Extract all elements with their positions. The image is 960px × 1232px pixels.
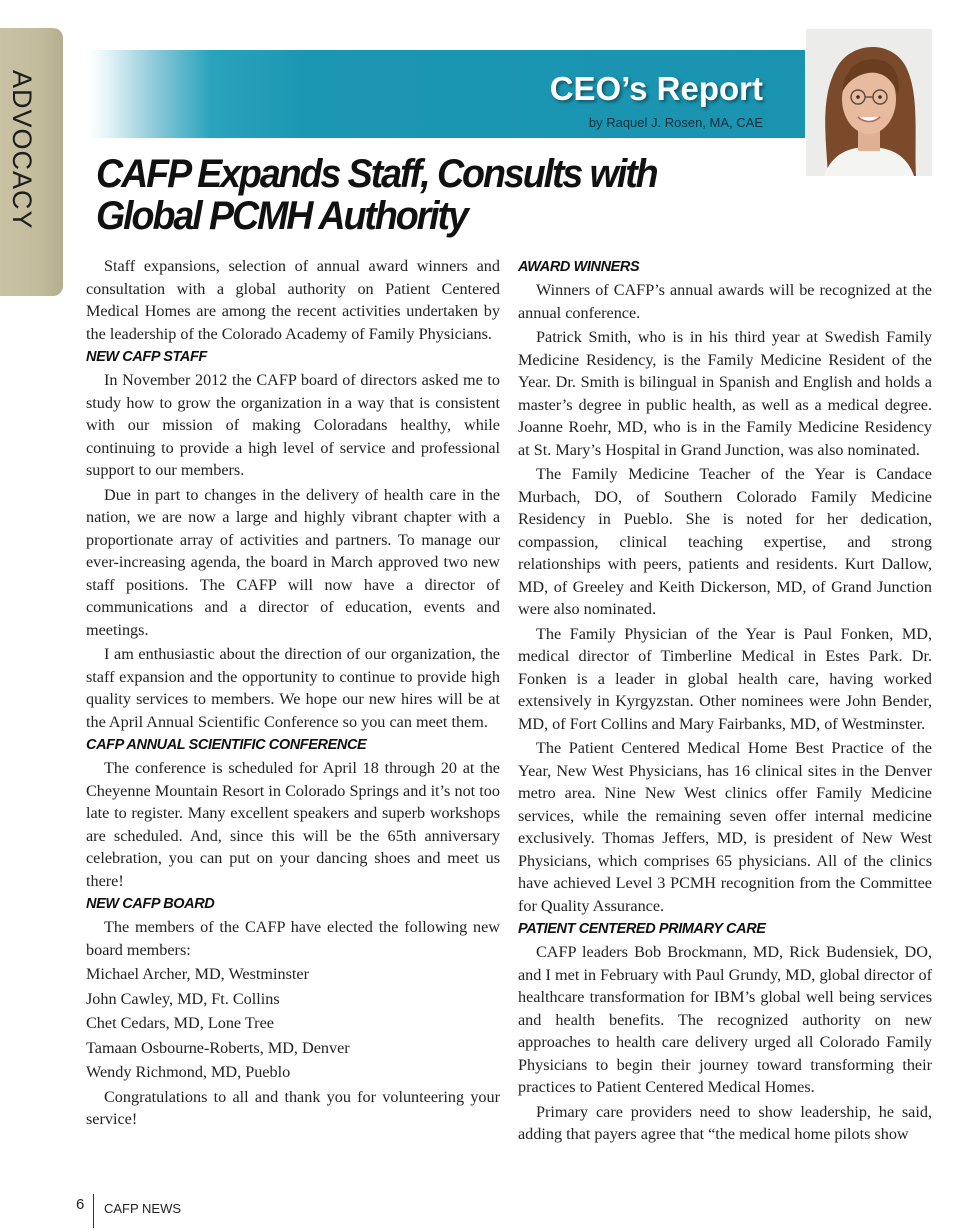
section-heading-new-staff: NEW CAFP STAFF: [86, 349, 207, 365]
board-member: Michael Archer, MD, Westminster: [86, 965, 309, 983]
paragraph: CAFP leaders Bob Brockmann, MD, Rick Budensiek, DO, and I met in February with Paul Grundy, MD, global director of healthcare transformation for IBM’s global well being services and health benefits. The recognized authority on new approaches to health care delivery urged all Colorado Family Physicians to begin their journey toward transforming their practices to Patient Centered Medical Homes.: [518, 943, 932, 1096]
section-tab: [0, 28, 63, 296]
paragraph: Patrick Smith, who is in his third year at Swedish Family Medicine Residency, is the Family Medicine Resident of the Year. Dr. Smith is bilingual in Spanish and English and holds a master’s degree in public health, as well as a medical degree. Joanne Roehr, MD, who is in the Family Medicine Residency at St. Mary’s Hospital in Grand Junction, was also nominated.: [518, 328, 932, 459]
section-tab-label: ADVOCACY: [7, 70, 37, 230]
intro-paragraph: Staff expansions, selection of annual award winners and consultation with a global authority on Patient Centered Medical Homes are among the recent activities undertaken by the leadership of the Colorado Academy of Family Physicians.: [86, 257, 500, 343]
section-heading-conference: CAFP ANNUAL SCIENTIFIC CONFERENCE: [86, 737, 367, 753]
ceo-report-banner: [89, 50, 805, 138]
paragraph: The Patient Centered Medical Home Best Practice of the Year, New West Physicians, has 16 clinical sites in the Denver metro area. Nine New West clinics offer Family Medicine services, while the remaining seven offer internal medicine exclusively. Thomas Jeffers, MD, is president of New West Physicians, which comprises 65 physicians. All of the clinics have achieved Level 3 PCMH recognition from the Committee for Quality Assurance.: [518, 739, 932, 915]
section-heading-pcmh: PATIENT CENTERED PRIMARY CARE: [518, 921, 766, 937]
paragraph: The Family Physician of the Year is Paul Fonken, MD, medical director of Timberline Medical in Estes Park. Dr. Fonken is a leader in global health care, having worked extensively in Kyrgyzstan. Other nominees were John Bender, MD, of Fort Collins and Mary Fairbanks, MD, of Westminster.: [518, 624, 932, 733]
article-headline: CAFP Expands Staff, Consults with Global PCMH Authority: [96, 152, 657, 238]
board-member: Tamaan Osbourne-Roberts, MD, Denver: [86, 1038, 350, 1057]
author-photo: [806, 29, 932, 176]
right-column: [518, 255, 932, 1148]
board-member: Chet Cedars, MD, Lone Tree: [86, 1014, 274, 1032]
paragraph: Primary care providers need to show leadership, he said, adding that payers agree that “the medical home pilots show: [518, 1102, 932, 1143]
left-column: [86, 255, 500, 1133]
board-member: John Cawley, MD, Ft. Collins: [86, 989, 280, 1008]
paragraph: Congratulations to all and thank you for volunteering your service!: [86, 1087, 500, 1128]
paragraph: The Family Medicine Teacher of the Year is Candace Murbach, DO, of Southern Colorado Family Medicine Residency in Pueblo. She is noted for her dedication, compassion, clinical teaching expertise, and strong relationships with peers, patients and residents. Kurt Dallow, MD, of Greeley and Keith Dickerson, MD, of Grand Junction were also nominated.: [518, 465, 932, 618]
paragraph: The members of the CAFP have elected the following new board members:: [86, 918, 500, 959]
footer-divider: [93, 1194, 94, 1228]
paragraph: In November 2012 the CAFP board of directors asked me to study how to grow the organization in a way that is consistent with our mission of making Coloradans healthy, while continuing to provide a high level of service and professional support to our members.: [86, 371, 500, 479]
paragraph: I am enthusiastic about the direction of our organization, the staff expansion and the opportunity to continue to provide high quality services to members. We hope our new hires will be at the April Annual Scientific Conference so you can meet them.: [86, 645, 500, 731]
publication-name: CAFP NEWS: [104, 1201, 182, 1216]
paragraph: Due in part to changes in the delivery of health care in the nation, we are now a large and highly vibrant chapter with a proportionate array of activities and partners. To manage our ever-increasing agenda, the board in March approved two new staff positions. The CAFP will now have a director of communications and a director of education, events and meetings.: [86, 485, 500, 639]
banner-byline: by Raquel J. Rosen, MA, CAE: [588, 115, 763, 130]
banner-title: CEO’s Report: [549, 70, 763, 107]
section-heading-award-winners: AWARD WINNERS: [518, 259, 640, 275]
section-heading-new-board: NEW CAFP BOARD: [86, 896, 215, 912]
board-member: Wendy Richmond, MD, Pueblo: [86, 1063, 291, 1081]
page-number: 6: [76, 1196, 85, 1213]
paragraph: Winners of CAFP’s annual awards will be recognized at the annual conference.: [518, 281, 932, 322]
paragraph: The conference is scheduled for April 18 through 20 at the Cheyenne Mountain Resort in Colorado Springs and it’s not too late to register. Many excellent speakers and superb workshops are scheduled. And, since this will be the 65th anniversary celebration, you can put on your dancing shoes and meet us there!: [86, 759, 500, 890]
